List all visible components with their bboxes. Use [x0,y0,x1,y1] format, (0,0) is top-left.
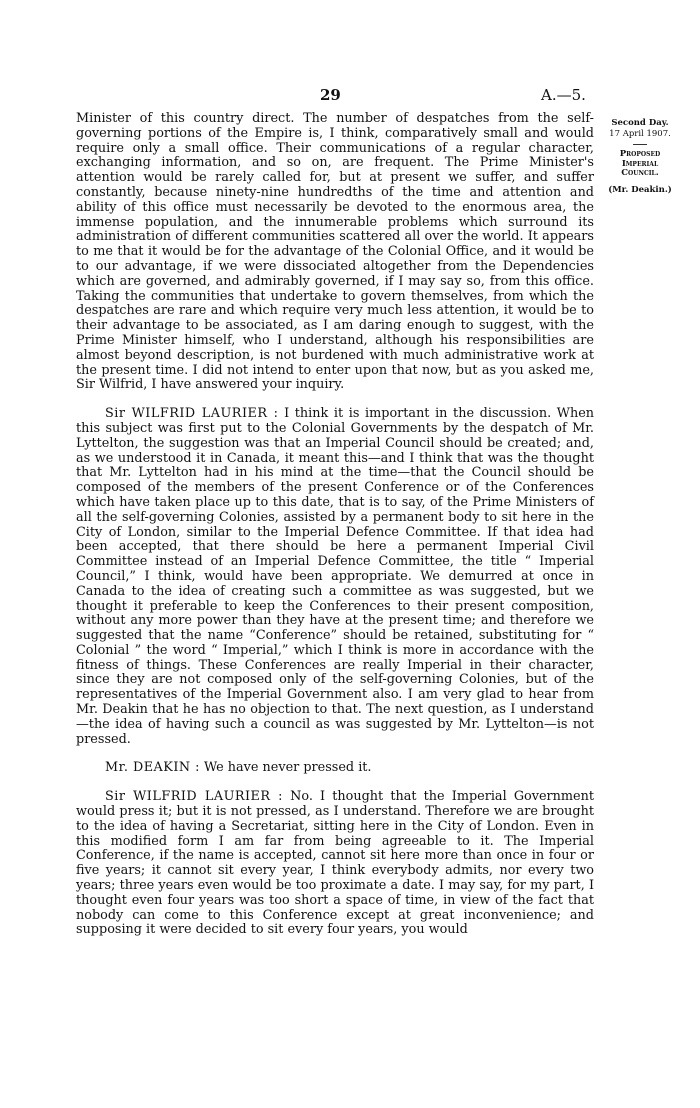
paragraph-3 [76,761,594,776]
margin-heading-line-2: Imperial [621,158,659,169]
margin-speaker: (Mr. Deakin.) [608,184,672,195]
page-number: 29 [320,86,341,104]
speaker-name: Mr. DEAKIN : [105,760,200,776]
speaker-name: Sir WILFRID LAURIER : [105,789,283,805]
margin-heading-line-3: Council. [621,168,659,178]
margin-note [602,118,678,196]
margin-rule [633,144,647,145]
paragraph-4 [76,790,594,938]
speech-text: We have never pressed it. [199,760,372,776]
paragraph-2 [76,407,594,747]
main-text [76,112,594,952]
margin-day: Second Day. [611,118,669,128]
speech-text: No. I thought that the Imperial Government would press it; but it is not pressed, as I understand. Therefore we are brought to the idea of having a Secretariat, sitting here in the City of London. Even in this modified form I am far from being agreeable to it. The Imperial Conference, if the name is accepted, cannot sit here more than once in four or five years; it cannot sit every year, I think everybody admits, nor every two years; three years even would be too proximate a date. I may say, for my part, I thought even four years was too short a space of time, in view of the fact that nobody can come to this Conference except at great inconvenience; and supposing it were decided to sit every four years, you would [76,789,594,938]
speech-text: I think it is important in the discussion. When this subject was first put to the Colonial Governments by the despatch of Mr. Lyttelton, the suggestion was that an Imperial Council should be created; and, as we understood it in Canada, it meant this—and I think that was the thought that Mr. Lyttelton had in his mind at the time—that the Council should be composed of the members of the present Conference or of the Conferences which have taken place up to this date, that is to say, of the Prime Ministers of all the self-governing Colonies, assisted by a permanent body to sit here in the City of London, similar to the Imperial Defence Committee. If that idea had been accepted, that there should be here a permanent Imperial Civil Committee instead of an Imperial Defence Committee, the title “ Imperial Council,” I think, would have been appropriate. We demurred at once in Canada to the idea of creating such a committee as was suggested, but we thought it preferable to keep the Conferences to their present composition, without any more power than they have at the present time; and therefore we suggested that the name “Conference” should be retained, substituting for “ Colonial ” the word “ Imperial,” which I think is more in accordance with the fitness of things. These Conferences are really Imperial in their character, since they are not composed only of the self-governing Colonies, but of the representatives of the Imperial Government also. I am very glad to hear from Mr. Deakin that he has no objection to that. The next question, as I understand—the idea of having such a council as was suggested by Mr. Lyttelton—is not pressed. [76,406,595,747]
margin-heading-line-1: Proposed [619,149,661,159]
margin-date: 17 April 1907. [609,129,671,139]
page-reference: A.—5. [541,86,586,104]
speaker-name: Sir WILFRID LAURIER : [105,406,279,422]
paragraph-1: Minister of this country direct. The number of despatches from the self-governing portions of the Empire is, I think, comparatively small and would require only a small office. Their communications of a regular character, exchanging information, and so on, are frequent. The Prime Minister's attention would be rarely called for, but at present we suffer, and suffer constantly, because ninety-nine hundredths of the time and attention and ability of this office must necessarily be devoted to the enormous area, the immense population, and the innumerable problems which surround its administration of different communities scattered all over the world. It appears to me that it would be for the advantage of the Colonial Office, and it would be to our advantage, if we were dissociated altogether from the Dependencies which are governed, and admirably governed, if I may say so, from this office. Taking the communities that undertake to govern themselves, from which the despatches are rare and which require very much less attention, it would be to their advantage to be associated, as I am daring enough to suggest, with the Prime Minister himself, who I understand, although his responsibilities are almost beyond description, is not burdened with much administrative work at the present time. I did not intend to enter upon that now, but as you asked me, Sir Wilfrid, I have answered your inquiry. [76,111,594,393]
